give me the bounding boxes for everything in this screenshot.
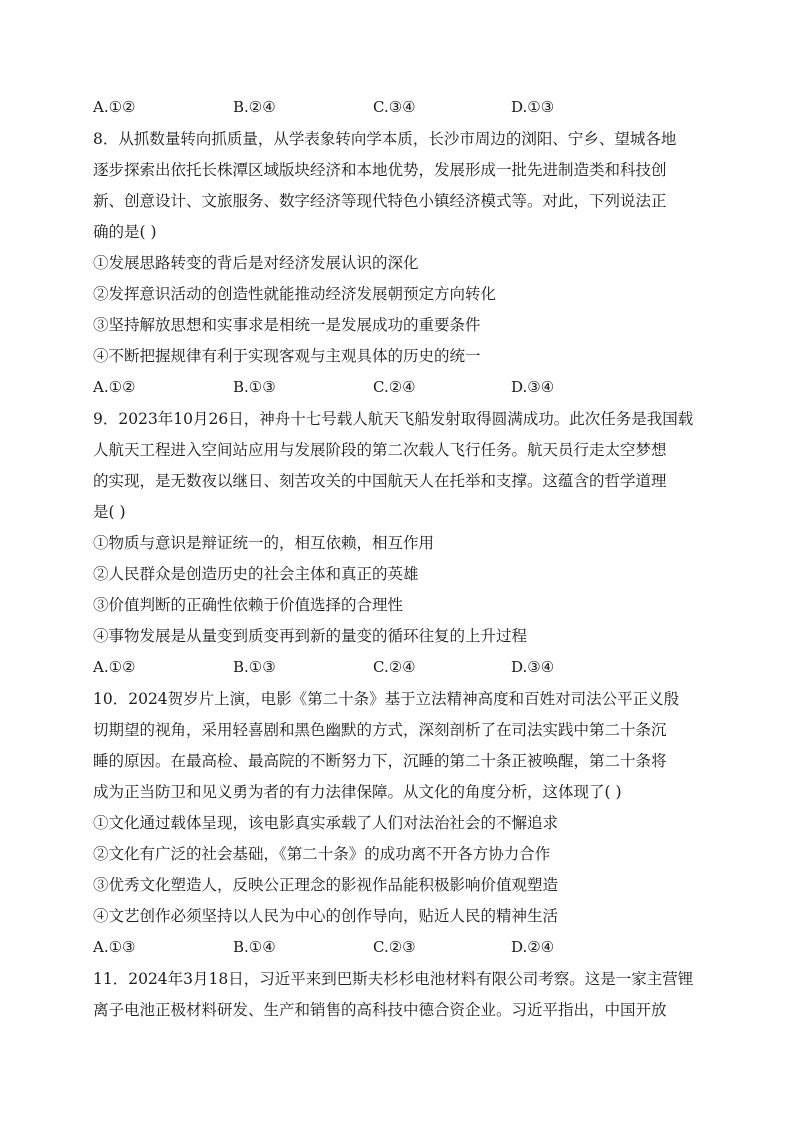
q10-stem-line: 成为正当防卫和见义勇为者的有力法律保障。从文化的角度分析，这体现了( ) bbox=[93, 783, 622, 801]
q10-stem-line: 睡的原因。在最高检、最高院的不断努力下，沉睡的第二十条正被唤醒，第二十条将 bbox=[93, 752, 667, 770]
q8-stem-line: 确的是( ) bbox=[93, 223, 157, 241]
q9-stem-line: 9．2023年10月26日，神舟十七号载人航天飞船发射取得圆满成功。此次任务是我国载 bbox=[93, 410, 694, 428]
q10-option-a[interactable]: A.①③ bbox=[93, 938, 136, 956]
q8-statement-4: ④不断把握规律有利于实现客观与主观具体的历史的统一 bbox=[93, 347, 481, 365]
q7-option-b[interactable]: B.②④ bbox=[233, 98, 276, 116]
q8-stem-line: 新、创意设计、文旅服务、数字经济等现代特色小镇经济模式等。对此，下列说法正 bbox=[93, 192, 667, 210]
q9-option-b[interactable]: B.①③ bbox=[233, 658, 276, 676]
q8-option-c[interactable]: C.②④ bbox=[373, 378, 416, 396]
q10-options bbox=[93, 937, 713, 957]
q8-statement-1: ①发展思路转变的背后是对经济发展认识的深化 bbox=[93, 254, 419, 272]
q8-option-a[interactable]: A.①② bbox=[93, 378, 136, 396]
q11-stem-line: 离子电池正极材料研发、生产和销售的高科技中德合资企业。习近平指出，中国开放 bbox=[93, 1001, 667, 1019]
q7-option-a[interactable]: A.①② bbox=[93, 98, 136, 116]
q9-statement-3: ③价值判断的正确性依赖于价值选择的合理性 bbox=[93, 596, 404, 614]
q10-statement-4: ④文艺创作必须坚持以人民为中心的创作导向，贴近人民的精神生活 bbox=[93, 907, 559, 925]
q8-statement-2: ②发挥意识活动的创造性就能推动经济发展朝预定方向转化 bbox=[93, 285, 497, 303]
q11-stem-line: 11．2024年3月18日，习近平来到巴斯夫杉杉电池材料有限公司考察。这是一家主营锂 bbox=[93, 970, 694, 988]
q10-option-d[interactable]: D.②④ bbox=[511, 938, 555, 956]
q10-statement-3: ③优秀文化塑造人，反映公正理念的影视作品能积极影响价值观塑造 bbox=[93, 876, 559, 894]
q9-options bbox=[93, 657, 713, 677]
q9-stem-line: 人航天工程进入空间站应用与发展阶段的第二次载人飞行任务。航天员行走太空梦想 bbox=[93, 441, 667, 459]
q8-options bbox=[93, 377, 713, 397]
q10-statement-1: ①文化通过载体呈现，该电影真实承载了人们对法治社会的不懈追求 bbox=[93, 814, 559, 832]
q9-stem-line: 的实现，是无数夜以继日、刻苦攻关的中国航天人在托举和支撑。这蕴含的哲学道理 bbox=[93, 472, 667, 490]
q9-statement-4: ④事物发展是从量变到质变再到新的量变的循环往复的上升过程 bbox=[93, 627, 528, 645]
q10-statement-2: ②文化有广泛的社会基础，《第二十条》的成功离不开各方协力合作 bbox=[93, 845, 551, 863]
q7-options bbox=[93, 97, 713, 117]
q10-stem-line: 10．2024贺岁片上演，电影《第二十条》基于立法精神高度和百姓对司法公平正义殷 bbox=[93, 690, 680, 708]
q10-option-b[interactable]: B.①④ bbox=[233, 938, 276, 956]
q9-option-a[interactable]: A.①② bbox=[93, 658, 136, 676]
q8-option-b[interactable]: B.①③ bbox=[233, 378, 276, 396]
q8-statement-3: ③坚持解放思想和实事求是相统一是发展成功的重要条件 bbox=[93, 316, 481, 334]
q9-option-d[interactable]: D.③④ bbox=[511, 658, 555, 676]
q9-statement-1: ①物质与意识是辩证统一的，相互依赖，相互作用 bbox=[93, 534, 435, 552]
q8-stem-line: 逐步探索出依托长株潭区域版块经济和本地优势，发展形成一批先进制造类和科技创 bbox=[93, 161, 667, 179]
q10-stem-line: 切期望的视角，采用轻喜剧和黑色幽默的方式，深刻剖析了在司法实践中第二十条沉 bbox=[93, 721, 667, 739]
q9-stem-line: 是( ) bbox=[93, 503, 126, 521]
q9-statement-2: ②人民群众是创造历史的社会主体和真正的英雄 bbox=[93, 565, 419, 583]
q7-option-c[interactable]: C.③④ bbox=[373, 98, 416, 116]
q7-option-d[interactable]: D.①③ bbox=[511, 98, 555, 116]
q10-option-c[interactable]: C.②③ bbox=[373, 938, 416, 956]
q8-stem-line: 8．从抓数量转向抓质量，从学表象转向学本质，长沙市周边的浏阳、宁乡、望城各地 bbox=[93, 130, 677, 148]
q8-option-d[interactable]: D.③④ bbox=[511, 378, 555, 396]
q9-option-c[interactable]: C.②④ bbox=[373, 658, 416, 676]
